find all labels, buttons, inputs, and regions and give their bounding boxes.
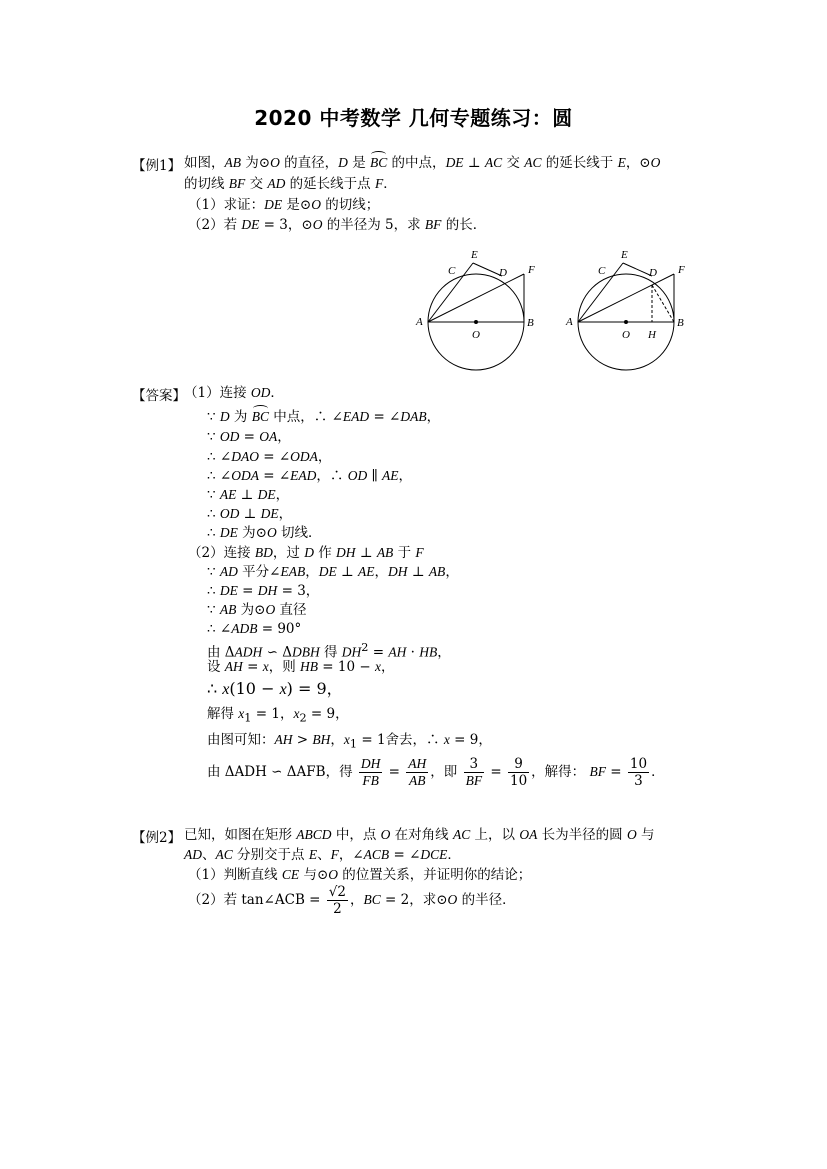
answer-line: ∵ D 为 BC 中点，∴ ∠EAD = ∠DAB， bbox=[207, 409, 441, 425]
figure-2 bbox=[560, 240, 700, 375]
svg-text:A: A bbox=[416, 316, 423, 328]
svg-text:E: E bbox=[621, 249, 628, 261]
answer-line: ∵ AB 为⊙O 直径 bbox=[207, 602, 307, 618]
svg-text:B: B bbox=[677, 317, 684, 329]
example1-tag: 【例1】 bbox=[132, 158, 182, 174]
answer-line: ∴ ∠DAO = ∠ODA， bbox=[207, 449, 332, 465]
svg-text:C: C bbox=[448, 265, 456, 277]
svg-text:B: B bbox=[527, 317, 534, 329]
example1-stem-line2: 的切线 BF 交 AD 的延长线于点 F． bbox=[184, 176, 397, 192]
answer-line: ∴ DE = DH = 3， bbox=[207, 583, 320, 599]
svg-text:E: E bbox=[471, 249, 478, 261]
svg-text:O: O bbox=[472, 329, 480, 341]
answer-line: ∴ ∠ODA = ∠EAD，∴ OD ∥ AE， bbox=[207, 468, 413, 484]
answer-final-line: 由 ΔADH ∽ ΔAFB，得 $\frac{DH}{FB}$ = $\frac{AH}{AB}$ ，即 $\frac{3}{BF}$ = $\frac{9}{10}$ ，解得： BF = $\frac{10}{3}$ ． bbox=[207, 756, 665, 789]
figure-1 bbox=[410, 240, 550, 375]
answer-line: ∴ OD ⊥ DE， bbox=[207, 506, 293, 522]
answer-line: 由图可知：AH > BH，$x_1 = 1$舍去，∴ x = 9， bbox=[207, 732, 492, 751]
answer-line: ∴ DE 为⊙O 切线． bbox=[207, 525, 322, 541]
answer-part1-head: （1）连接 OD． bbox=[184, 385, 284, 401]
answer-line: ∴ x(10 − x) = 9， bbox=[207, 679, 343, 698]
svg-text:D: D bbox=[499, 267, 507, 279]
page-title: 2020 中考数学 几何专题练习：圆 bbox=[254, 106, 573, 130]
svg-text:F: F bbox=[678, 264, 685, 276]
answer-line: ∵ AE ⊥ DE， bbox=[207, 487, 290, 503]
example1-stem-line1: 如图，AB 为⊙O 的直径，D 是 BC 的中点，DE ⊥ AC 交 AC 的延长线于 E，⊙O bbox=[184, 155, 661, 171]
answer-tag: 【答案】 bbox=[132, 388, 186, 404]
answer-line: ∵ AD 平分∠EAB，DE ⊥ AE，DH ⊥ AB， bbox=[207, 564, 459, 580]
answer-part2-head: （2）连接 BD，过 D 作 DH ⊥ AB 于 F bbox=[188, 545, 424, 561]
answer-line: ∵ OD = OA， bbox=[207, 429, 291, 445]
example2-tag: 【例2】 bbox=[132, 830, 182, 846]
svg-text:H: H bbox=[648, 329, 656, 341]
svg-text:C: C bbox=[598, 265, 606, 277]
example2-q2: （2）若 tan∠ACB = $\frac{√2}{2}$ ，BC = 2，求⊙O 的半径． bbox=[188, 884, 516, 917]
answer-line: 解得 $x_1 = 1$，$x_2 = 9$， bbox=[207, 706, 349, 725]
example1-q2: （2）若 DE = 3，⊙O 的半径为 5，求 BF 的长． bbox=[188, 217, 487, 233]
answer-line: 由 ΔADH ∽ ΔDBH 得 $DH^2$ = AH · HB， bbox=[207, 641, 451, 661]
example2-stem-line2: AD、AC 分别交于点 E、F，∠ACB = ∠DCE． bbox=[184, 847, 461, 863]
example1-q1: （1）求证：DE 是⊙O 的切线； bbox=[188, 197, 380, 213]
example2-q1: （1）判断直线 CE 与⊙O 的位置关系，并证明你的结论； bbox=[188, 867, 532, 883]
answer-line: ∴ ∠ADB = 90° bbox=[207, 621, 302, 637]
svg-text:F: F bbox=[528, 264, 535, 276]
svg-text:D: D bbox=[649, 267, 657, 279]
svg-text:A: A bbox=[566, 316, 573, 328]
example2-stem-line1: 已知，如图在矩形 ABCD 中，点 O 在对角线 AC 上，以 OA 长为半径的圆 O 与 bbox=[184, 827, 655, 843]
answer-line: 设 AH = x，则 HB = 10 − x， bbox=[207, 659, 395, 675]
svg-text:O: O bbox=[622, 329, 630, 341]
